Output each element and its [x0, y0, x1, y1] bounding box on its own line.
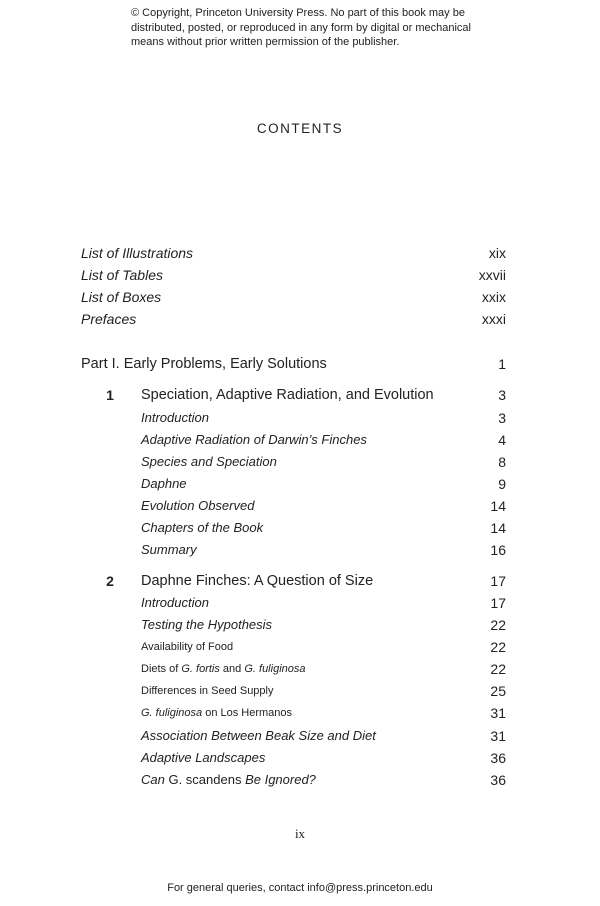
toc-page-number: 17 — [490, 573, 506, 589]
title-segment: Daphne Finches: A Question of Size — [141, 573, 374, 589]
title-segment: Can — [141, 772, 169, 787]
title-segment: Speciation, Adaptive Radiation, and Evolution — [141, 387, 434, 403]
toc-page-number: 31 — [490, 728, 506, 744]
copyright-notice — [131, 6, 471, 50]
toc-entry-title — [141, 454, 277, 469]
page-number: ix — [294, 826, 306, 841]
toc-page-number: 3 — [498, 387, 506, 403]
toc-entry-title — [141, 707, 292, 719]
copyright-line: distributed, posted, or reproduced in any form by digital or mechanical — [131, 21, 471, 34]
toc-entry — [0, 432, 600, 452]
toc-entry-title — [141, 387, 434, 403]
toc-page-number: 3 — [498, 410, 506, 426]
title-segment: Evolution Observed — [141, 498, 255, 513]
toc-page-number: 31 — [490, 705, 506, 721]
toc-entry — [0, 683, 600, 703]
toc-entry — [0, 520, 600, 540]
toc-entry-title — [141, 542, 197, 557]
toc-entry — [0, 267, 600, 287]
footer-contact: For general queries, contact info@press.princeton.edu — [167, 882, 433, 894]
toc-page-number: 16 — [490, 542, 506, 558]
title-segment: Adaptive Landscapes — [141, 750, 266, 765]
title-segment: Differences in Seed Supply — [141, 685, 274, 697]
title-segment: on Los Hermanos — [202, 707, 293, 719]
title-segment: Adaptive Radiation of Darwin’s Finches — [141, 432, 367, 447]
toc-entry — [0, 705, 600, 725]
toc-page-number: xix — [488, 245, 506, 261]
toc-page-number: 36 — [490, 772, 506, 788]
title-segment: Chapters of the Book — [141, 520, 264, 535]
title-segment: Introduction — [141, 595, 209, 610]
toc-entry — [0, 289, 600, 309]
toc-page-number: xxxi — [481, 311, 506, 327]
title-segment: Association Between Beak Size and Diet — [141, 728, 376, 743]
title-segment: Species and Speciation — [141, 454, 277, 469]
toc-entry — [0, 750, 600, 770]
toc-page-number: 4 — [498, 432, 506, 448]
toc-entry-title — [141, 410, 209, 425]
toc-entry — [0, 573, 600, 593]
toc-page-number: 36 — [490, 750, 506, 766]
toc-page-number: 14 — [490, 498, 506, 514]
toc-entry-title — [81, 311, 136, 327]
title-segment: Availability of Food — [141, 641, 234, 653]
title-segment: Testing the Hypothesis — [141, 617, 273, 632]
title-segment: List of Boxes — [81, 289, 162, 305]
page-title: CONTENTS — [256, 121, 344, 136]
toc-page-number: 22 — [490, 661, 506, 677]
toc-entry-title — [141, 663, 306, 675]
toc-page-number: 1 — [498, 356, 506, 372]
toc-entry-title — [81, 267, 163, 283]
toc-entry-title — [81, 289, 161, 305]
toc-entry-title — [141, 772, 316, 787]
copyright-line: means without prior written permission of the publisher. — [131, 36, 400, 48]
toc-entry-title — [81, 245, 193, 261]
title-segment: and — [219, 663, 245, 675]
toc-entry — [0, 772, 600, 792]
toc-entry-title — [141, 432, 367, 447]
toc-page-number: 22 — [490, 617, 506, 633]
toc-page-number: 17 — [490, 595, 506, 611]
title-segment: G. fortis — [181, 663, 220, 675]
title-segment: Introduction — [141, 410, 209, 425]
title-segment: G. fuliginosa — [244, 663, 306, 675]
toc-page-number: 25 — [490, 683, 506, 699]
title-segment: Be Ignored? — [241, 772, 316, 787]
toc-entry-title — [141, 728, 376, 743]
toc-entry — [0, 639, 600, 659]
toc-entry — [0, 356, 600, 376]
toc-entry — [0, 311, 600, 331]
toc-page-number: 22 — [490, 639, 506, 655]
title-segment: G. fuliginosa — [141, 707, 203, 719]
toc-entry — [0, 542, 600, 562]
toc-entry-title — [141, 685, 274, 697]
toc-entry-title — [141, 498, 254, 513]
title-segment: List of Illustrations — [81, 245, 194, 261]
title-segment: Part I. Early Problems, Early Solutions — [81, 356, 327, 372]
toc-entry — [0, 476, 600, 496]
toc-entry — [0, 498, 600, 518]
toc-page-number: 8 — [498, 454, 506, 470]
toc-entry — [0, 595, 600, 615]
title-segment: Prefaces — [81, 311, 137, 327]
toc-entry-title — [141, 641, 233, 653]
title-segment: Daphne — [141, 476, 187, 491]
title-segment: Diets of — [141, 663, 182, 675]
title-segment: G. scandens — [168, 772, 242, 787]
toc-entry — [0, 410, 600, 430]
toc-entry-title — [141, 573, 373, 589]
toc-entry — [0, 387, 600, 407]
toc-entry — [0, 245, 600, 265]
toc-entry-title — [141, 520, 263, 535]
chapter-number: 2 — [106, 573, 114, 589]
toc-entry — [0, 661, 600, 681]
toc-page-number: xxix — [481, 289, 506, 305]
toc-entry — [0, 454, 600, 474]
toc-page-number: 9 — [498, 476, 506, 492]
toc-page-number: 14 — [490, 520, 506, 536]
toc-page-number: xxvii — [478, 267, 506, 283]
toc-entry — [0, 728, 600, 748]
toc-entry-title — [141, 617, 272, 632]
copyright-line: © Copyright, Princeton University Press. No part of this book may be — [131, 7, 465, 19]
toc-entry-title — [141, 476, 187, 491]
toc-entry-title — [141, 750, 265, 765]
toc-entry-title — [81, 356, 327, 372]
toc-entry — [0, 617, 600, 637]
chapter-number: 1 — [106, 387, 114, 403]
title-segment: List of Tables — [81, 267, 163, 283]
title-segment: Summary — [141, 542, 197, 557]
toc-entry-title — [141, 595, 209, 610]
